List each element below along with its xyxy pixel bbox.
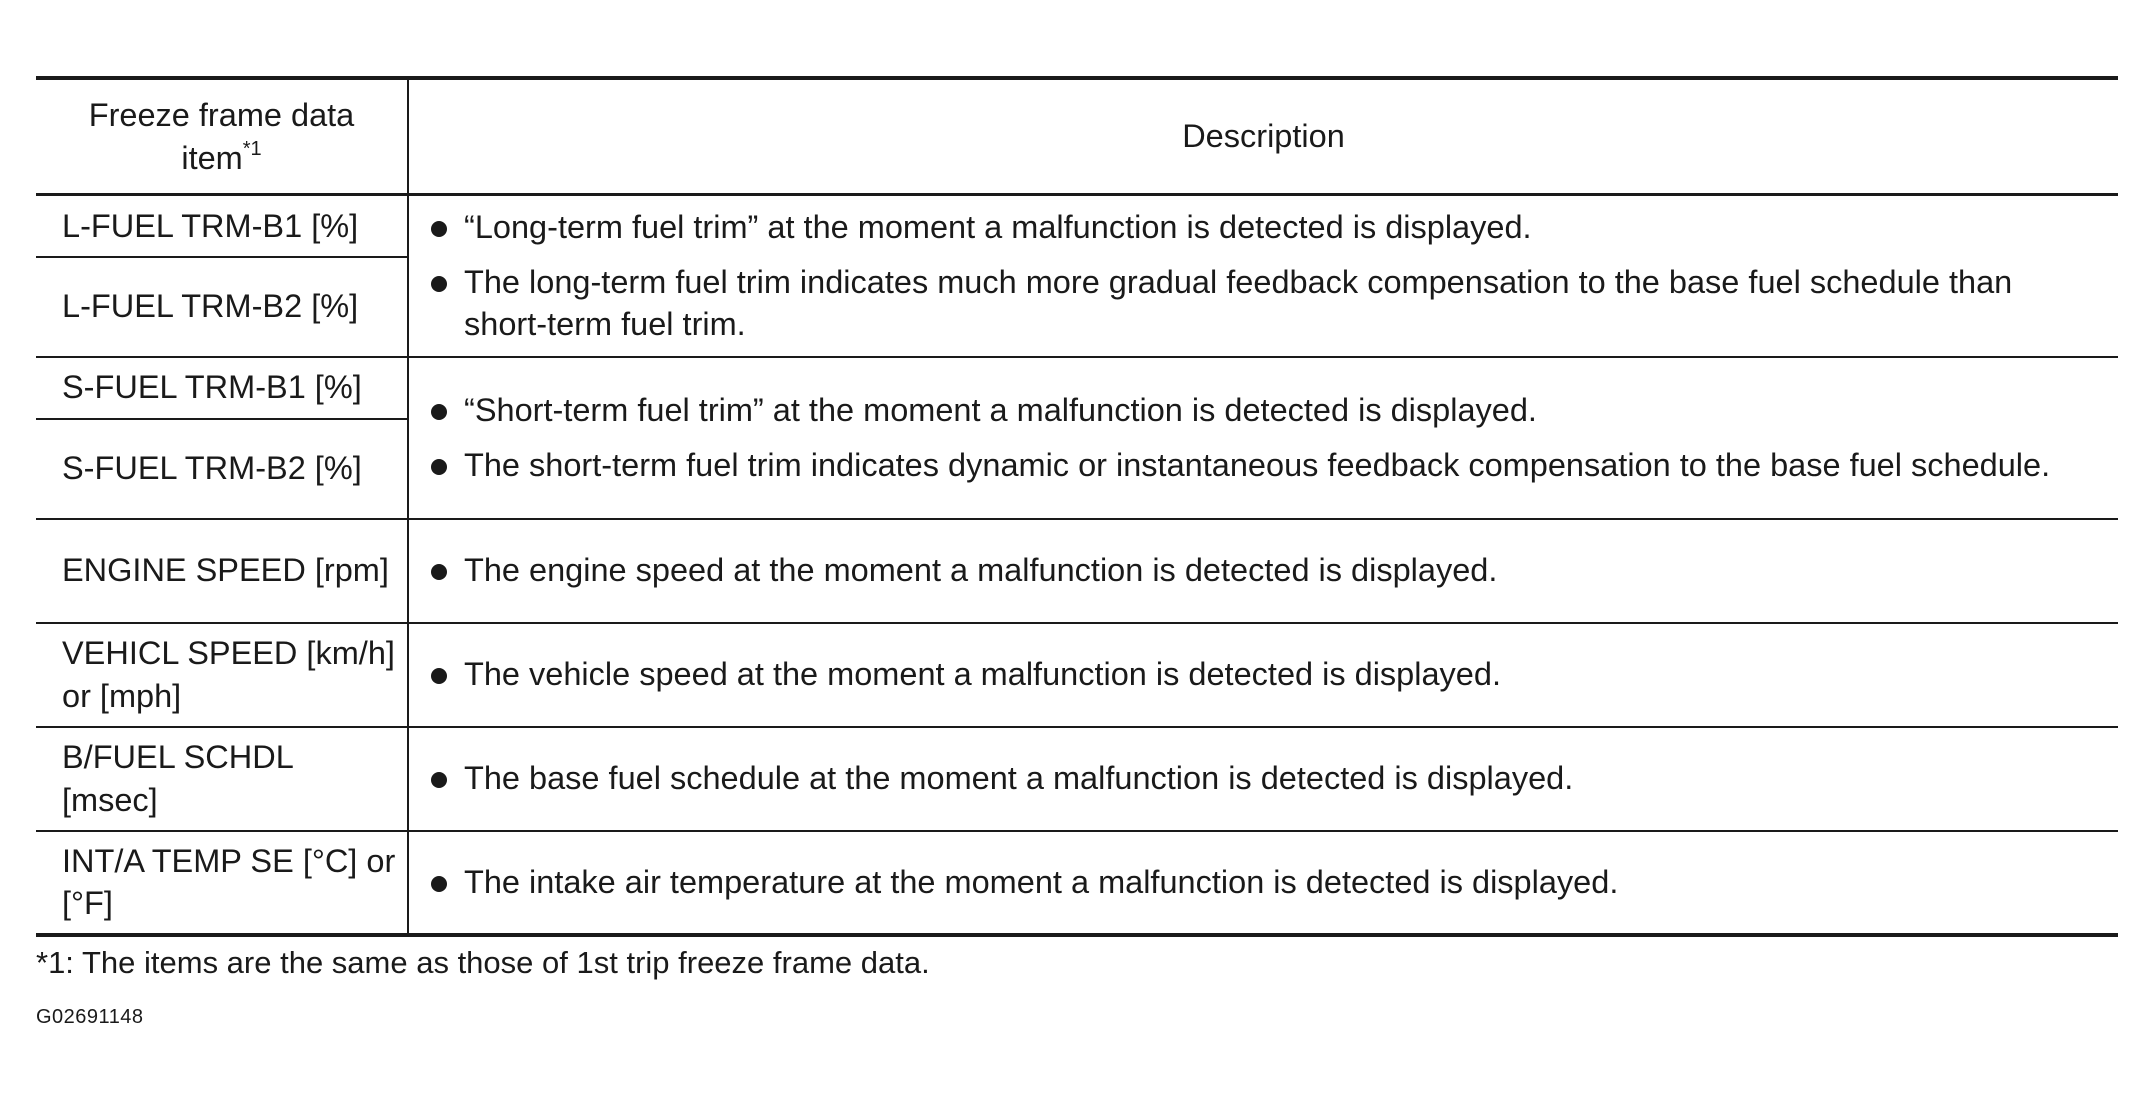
bullet-icon [431,459,447,475]
description-text: The vehicle speed at the moment a malfunction is detected is displayed. [464,656,1501,693]
description-text: The long-term fuel trim indicates much more gradual feedback compensation to the base fuel schedule than short-term fuel trim. [464,263,2013,342]
header-description-label: Description [1182,118,1345,155]
description-text: The short-term fuel trim indicates dynamic or instantaneous feedback compensation to the base fuel schedule. [464,446,2051,483]
item-cell [36,419,408,519]
table-row [36,519,2118,623]
description-cell [408,519,2118,623]
item-cell [36,623,408,727]
description-text: “Short-term fuel trim” at the moment a malfunction is detected is displayed. [464,392,1537,429]
header-item-label: Freeze frame data item [88,96,355,176]
table-row [36,727,2118,831]
description-cell [408,727,2118,831]
bullet-icon [431,276,447,292]
bullet-icon [431,772,447,788]
footnote-marker: *1 [242,138,262,160]
table-header-row [36,78,2118,195]
description-text: The engine speed at the moment a malfunction is detected is displayed. [464,552,1498,589]
table-row [36,623,2118,727]
item-name: B/FUEL SCHDL [msec] [62,739,293,818]
description-cell [408,357,2118,519]
description-cell [408,831,2118,935]
item-name: L-FUEL TRM-B1 [%] [62,207,359,244]
bullet-icon [431,404,447,420]
description-bullet [431,549,2098,591]
footnote: *1: The items are the same as those of 1st trip freeze frame data. [36,945,930,980]
item-name: VEHICL SPEED [km/h] or [mph] [62,635,395,714]
item-cell [36,257,408,357]
description-bullet [431,861,2098,903]
description-bullet [431,206,2098,248]
description-cell [408,623,2118,727]
description-cell [408,195,2118,357]
item-name: ENGINE SPEED [rpm] [62,552,389,589]
table-row [36,195,2118,257]
description-text: “Long-term fuel trim” at the moment a malfunction is detected is displayed. [464,209,1532,246]
description-text: The intake air temperature at the moment a malfunction is detected is displayed. [464,863,1619,900]
item-cell [36,357,408,419]
description-bullet [431,757,2098,799]
item-name: INT/A TEMP SE [°C] or [°F] [62,842,396,921]
item-name: L-FUEL TRM-B2 [%] [62,288,359,325]
bullet-icon [431,876,447,892]
description-bullet [431,653,2098,695]
header-description-cell [408,78,2118,195]
item-name: S-FUEL TRM-B2 [%] [62,450,362,487]
item-cell [36,727,408,831]
bullet-icon [431,221,447,237]
header-item-cell [36,78,408,195]
item-name: S-FUEL TRM-B1 [%] [62,369,362,406]
description-bullet [431,444,2098,486]
item-cell [36,831,408,935]
bullet-icon [431,564,447,580]
bullet-icon [431,668,447,684]
item-cell [36,519,408,623]
figure-code: G02691148 [36,1006,144,1028]
freeze-frame-data-table [36,76,2118,937]
table-row [36,357,2118,419]
item-cell [36,195,408,257]
description-bullet [431,389,2098,431]
description-text: The base fuel schedule at the moment a malfunction is detected is displayed. [464,760,1574,797]
table-row [36,831,2118,935]
description-bullet [431,261,2098,346]
